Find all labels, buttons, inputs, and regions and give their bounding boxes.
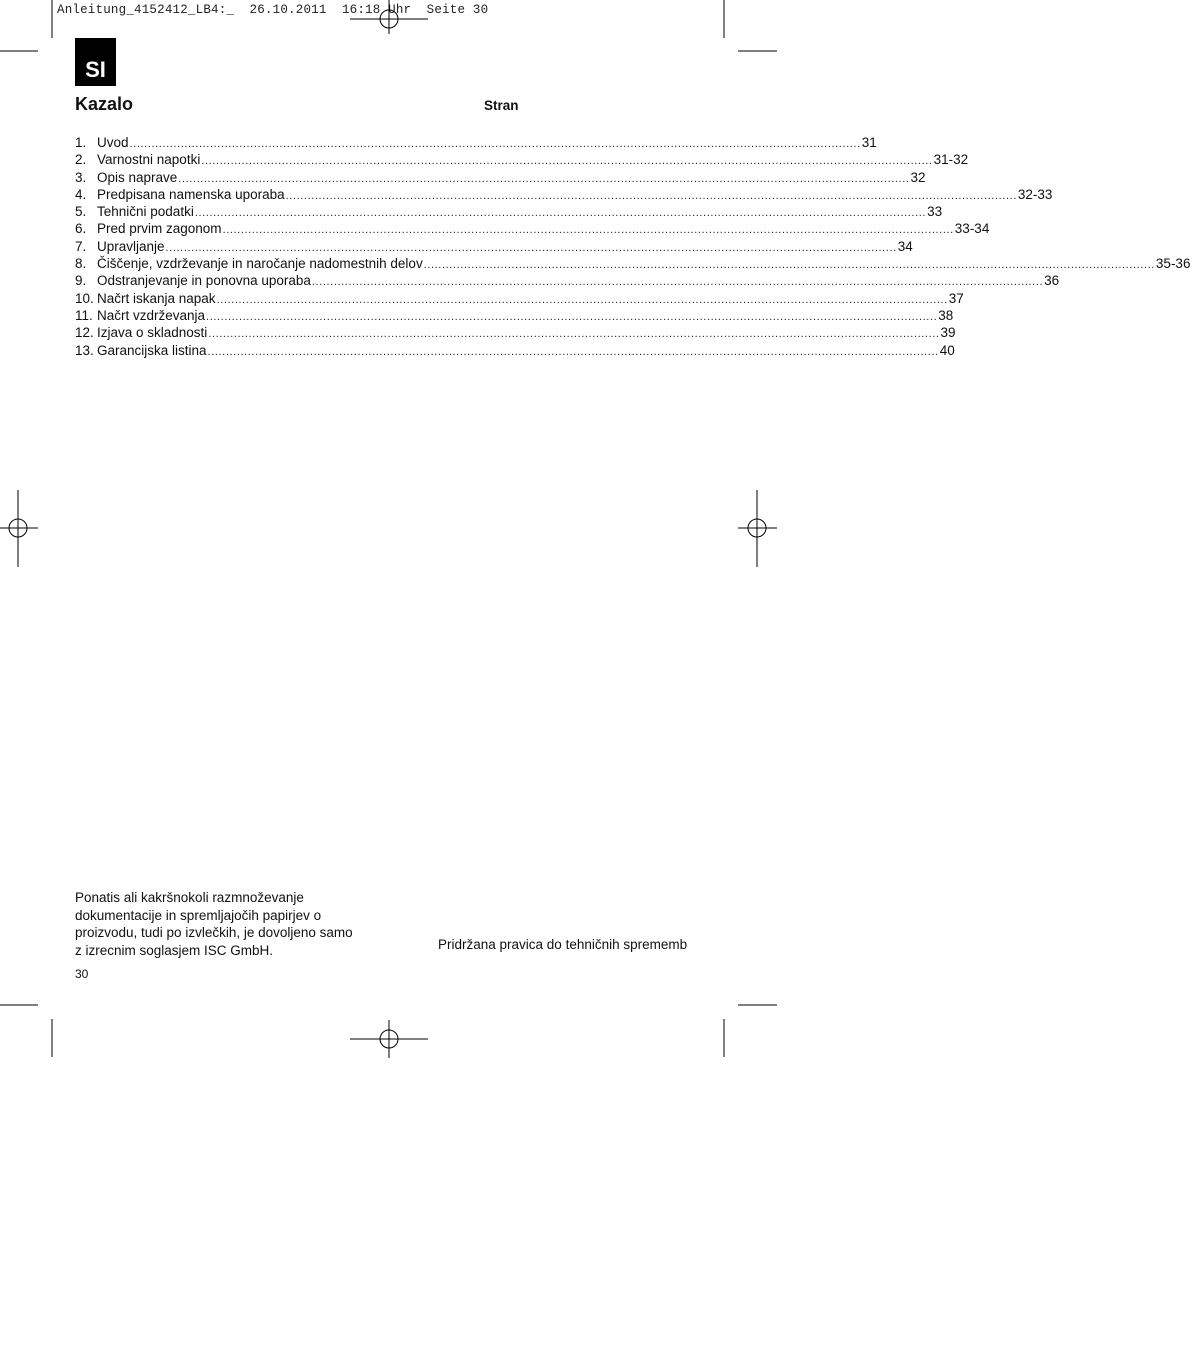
page-title: Kazalo <box>75 94 134 114</box>
toc-entry-page: 34 <box>897 238 913 254</box>
toc-entry-label: Izjava o skladnosti <box>97 325 208 341</box>
toc-entry-page: 38 <box>938 307 954 323</box>
toc-entry <box>75 238 913 255</box>
page-number: 30 <box>75 967 89 981</box>
toc-entry <box>75 169 926 186</box>
toc-entry-number: 7. <box>75 238 87 254</box>
toc-entry <box>75 151 969 168</box>
technical-changes-notice: Pridržana pravica do tehničnih sprememb <box>438 937 688 952</box>
toc-entry-number: 1. <box>75 135 87 150</box>
copyright-line: z izrecnim soglasjem ISC GmbH. <box>75 942 274 958</box>
toc-entry <box>75 186 1053 203</box>
copyright-line: proizvodu, tudi po izvlečkih, je dovoljeno samo <box>75 925 353 940</box>
toc-entry-label: Čiščenje, vzdrževanje in naročanje nadomestnih delov <box>97 256 423 272</box>
toc-entry-page: 40 <box>939 342 955 358</box>
toc-entry <box>75 342 955 359</box>
toc-entry-number: 6. <box>75 221 87 237</box>
toc-entry-label: Predpisana namenska uporaba <box>97 186 285 202</box>
toc-entry-number: 5. <box>75 204 87 220</box>
toc-entry-leader: ........................................................................................................................................................................................................ <box>207 345 939 358</box>
toc-entry-page: 33 <box>927 204 943 220</box>
toc-entry-page: 35-36 <box>1155 256 1191 272</box>
toc-entry-page: 32 <box>910 169 926 185</box>
toc-entry-label: Varnostni napotki <box>97 152 201 168</box>
toc-entry <box>75 220 990 237</box>
toc-entry-leader: ........................................................................................................................................................................................................ <box>285 189 1017 202</box>
language-badge: SI <box>75 38 116 86</box>
toc-entry-leader: ........................................................................................................................................................................................................ <box>201 155 933 168</box>
toc-entry-label: Tehnični podatki <box>97 204 194 220</box>
toc-entry-number: 10. <box>75 290 94 306</box>
toc-entry-label: Opis naprave <box>97 169 178 185</box>
toc-entry-number: 3. <box>75 169 87 185</box>
toc-entry-label: Uvod <box>97 135 129 150</box>
toc-entry-leader: ........................................................................................................................................................................................................ <box>129 138 861 150</box>
toc-entry-leader: ........................................................................................................................................................................................................ <box>311 276 1044 289</box>
toc-entry-page: 33-34 <box>954 221 990 237</box>
toc-entry-label: Pred prvim zagonom <box>97 221 222 237</box>
toc-entry-number: 9. <box>75 273 87 289</box>
toc-entry-number: 8. <box>75 256 87 272</box>
toc-entry-page: 31-32 <box>933 152 969 168</box>
registration-mark-left <box>0 490 38 567</box>
toc-entry <box>75 290 964 307</box>
toc-entry-page: 32-33 <box>1017 186 1053 202</box>
toc-entry-leader: ........................................................................................................................................................................................................ <box>208 328 940 341</box>
page-column-label: Stran <box>484 98 519 113</box>
copyright-line: dokumentacije in spremljajočih papirjev o <box>75 907 322 923</box>
toc-entry-leader: ........................................................................................................................................................................................................ <box>206 310 938 323</box>
toc-entry-page: 36 <box>1044 273 1060 289</box>
toc-entry-leader: ........................................................................................................................................................................................................ <box>216 293 948 306</box>
toc-entry <box>75 134 877 151</box>
copyright-line: Ponatis ali kakršnokoli razmnoževanje <box>75 890 304 905</box>
toc-entry-number: 2. <box>75 152 87 168</box>
toc-entry-label: Načrt vzdrževanja <box>97 307 206 323</box>
toc-entry-leader: ........................................................................................................................................................................................................ <box>194 207 927 220</box>
toc-entry-label: Načrt iskanja napak <box>97 290 216 306</box>
toc-entry-page: 31 <box>861 135 877 150</box>
toc-entry-leader: ........................................................................................................................................................................................................ <box>165 241 897 254</box>
toc-entry-leader: ........................................................................................................................................................................................................ <box>178 172 910 185</box>
copyright-notice <box>75 889 395 959</box>
toc-entry <box>75 272 1060 289</box>
registration-mark-right <box>738 490 777 567</box>
toc-entry-label: Upravljanje <box>97 238 165 254</box>
toc-entry-leader: ........................................................................................................................................................................................................ <box>222 224 954 237</box>
registration-mark-bottom <box>350 1020 428 1058</box>
toc-entry-label: Garancijska listina <box>97 342 207 358</box>
toc-entry-number: 13. <box>75 342 94 358</box>
toc-entry <box>75 324 956 341</box>
toc-entry-leader: ........................................................................................................................................................................................................ <box>423 259 1155 272</box>
toc-entry <box>75 255 1191 272</box>
toc-entry-label: Odstranjevanje in ponovna uporaba <box>97 273 311 289</box>
toc-entry-page: 39 <box>940 325 956 341</box>
toc-entry <box>75 203 943 220</box>
toc-entry-number: 12. <box>75 325 94 341</box>
toc-entry-number: 4. <box>75 186 87 202</box>
toc-entry-number: 11. <box>75 307 93 323</box>
toc-entry-page: 37 <box>948 290 964 306</box>
print-header: Anleitung_4152412_LB4:_ 26.10.2011 16:18 Uhr Seite 30 <box>57 3 489 17</box>
toc-entry <box>75 307 954 324</box>
table-of-contents <box>75 134 1191 359</box>
